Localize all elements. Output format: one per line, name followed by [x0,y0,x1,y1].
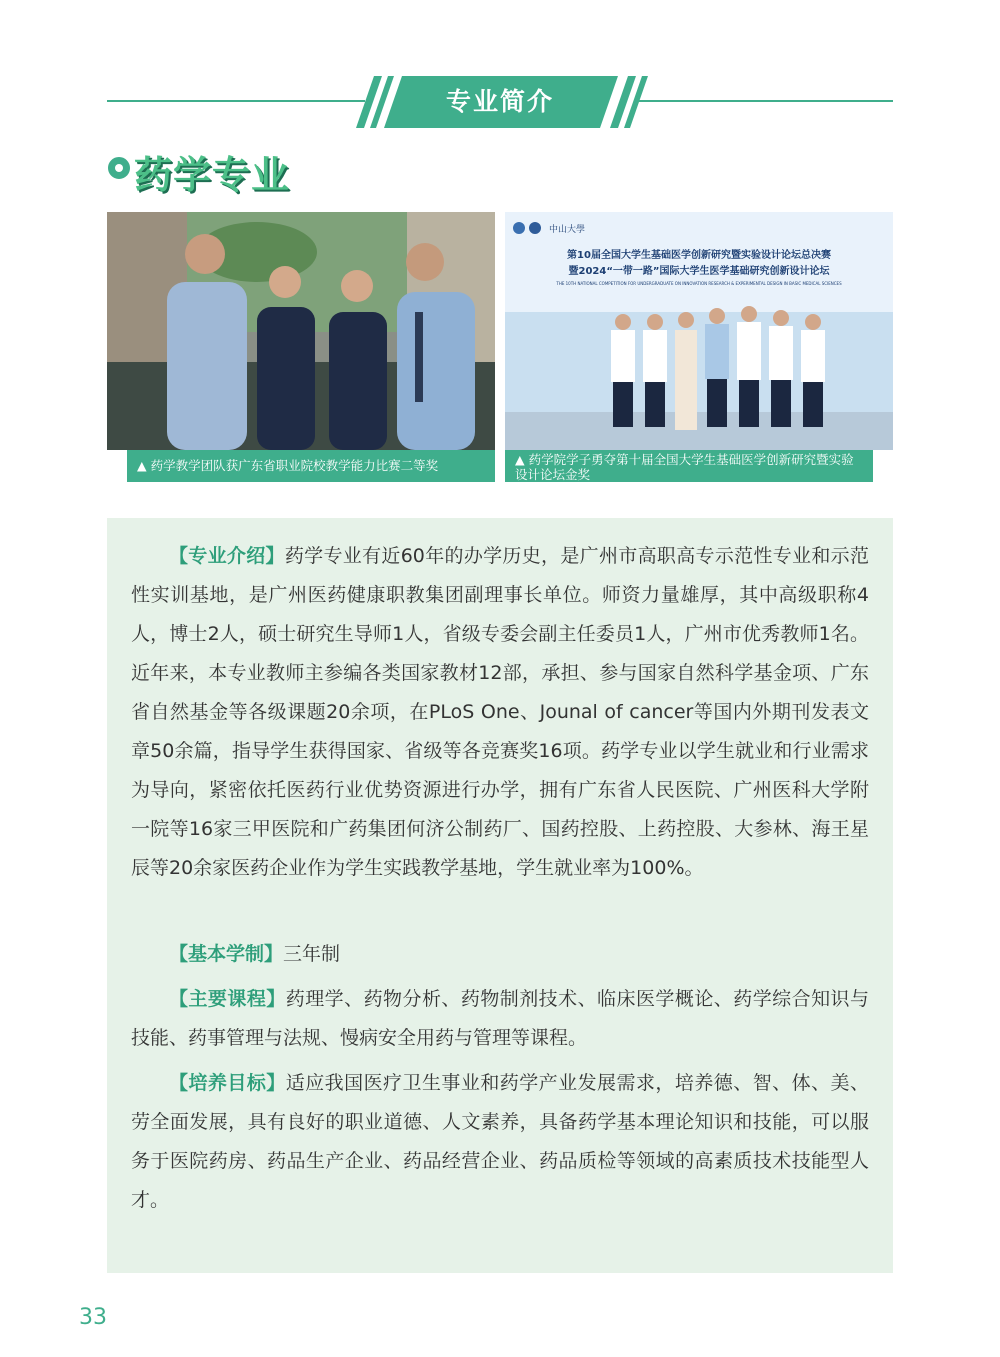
photo-award-ceremony [505,212,893,450]
backdrop-title-2: 暨2024“一带一路”国际大学生医学基础研究创新设计论坛 [568,266,830,277]
system-paragraph [131,935,869,974]
backdrop-logo-text: 中山大學 [549,225,586,235]
intro-paragraph [131,537,869,888]
system-text: 三年制 [283,943,341,965]
courses-text: 药理学、药物分析、药物制剂技术、临床医学概论、药学综合知识与技能、药事管理与法规、慢病安全用药与管理等课程。 [131,988,869,1049]
header-title: 专业简介 [445,87,554,116]
backdrop-title-1: 第10届全国大学生基础医学创新研究暨实验设计论坛总决赛 [567,250,831,261]
courses-tag: 【主要课程】 [169,988,286,1010]
section-title: 药学专业 [134,153,291,197]
intro-text: 药学专业有近60年的办学历史，是广州市高职高专示范性专业和示范性实训基地，是广州医药健康职教集团副理事长单位。师资力量雄厚，其中高级职称4人，博士2人，硕士研究生导师1人，省级专委会副主任委员1人，广州市优秀教师1名。近年来，本专业教师主参编各类国家教材12部，承担、参与国家自然科学基金项、广东省自然基金等各级课题20余项，在PLoS One、Jounal of cancer等国内外期刊发表文章50余篇，指导学生获得国家、省级等各竞赛奖16项。药学专业以学生就业和行业需求为导向，紧密依托医药行业优势资源进行办学，拥有广东省人民医院、广州医科大学附一院等16家三甲医院和广药集团何济公制药厂、国药控股、上药控股、大参林、海王星辰等20余家医药企业作为学生实践教学基地，学生就业率为100%。 [131,545,869,879]
header-rule-right [638,100,893,102]
header-banner [348,76,652,128]
header-rule-left [107,100,365,102]
backdrop-title-en: THE 10TH NATIONAL COMPETITION FOR UNDERGRADUATE ON INNOVATION RESEARCH & EXPERIMENTAL DESIGN IN BASIC MEDICAL SCIENCES [556,281,842,286]
section-bullet-icon [108,157,130,179]
photo-teaching-team [107,212,495,450]
intro-tag: 【专业介绍】 [169,545,285,567]
goal-paragraph [131,1064,869,1220]
system-tag: 【基本学制】 [169,943,284,965]
photo-caption-2: ▲ 药学院学子勇夺第十届全国大学生基础医学创新研究暨实验设计论坛金奖 [505,450,873,482]
goal-text: 适应我国医疗卫生事业和药学产业发展需求，培养德、智、体、美、劳全面发展，具有良好的职业道德、人文素养，具备药学基本理论知识和技能，可以服务于医院药房、药品生产企业、药品经营企业、药品质检等领域的高素质技术技能型人才。 [131,1072,869,1211]
goal-tag: 【培养目标】 [169,1072,286,1094]
photo-caption-1: ▲ 药学教学团队获广东省职业院校教学能力比赛二等奖 [127,450,495,482]
page-number: 33 [79,1305,107,1330]
courses-paragraph [131,980,869,1058]
